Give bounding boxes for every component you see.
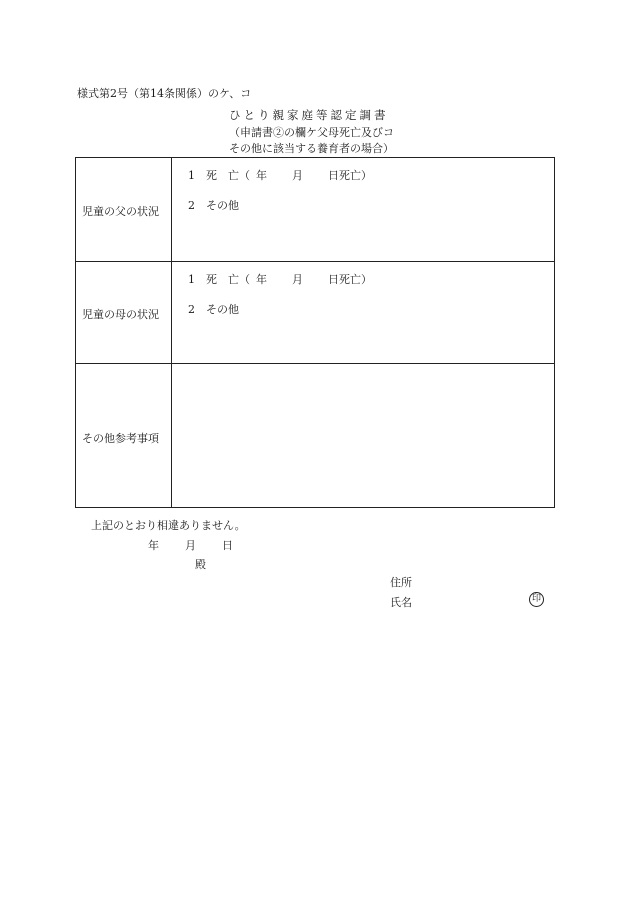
column-divider [171,158,172,261]
mother-status-label: 児童の母の状況 [82,308,159,321]
option-number: 2 [188,303,195,316]
death-text: 死 亡（ [206,169,250,182]
address-label: 住所 [390,576,412,589]
subtitle-line-2: その他に該当する養育者の場合） [229,142,394,155]
addressee-suffix: 殿 [195,558,206,571]
option-number: 1 [188,273,195,286]
name-label: 氏名 [390,596,412,609]
status-table [75,157,555,508]
option-number: 1 [188,169,195,182]
seal-mark-icon: 印 [529,592,544,607]
year-field: 年 [256,273,267,286]
mother-death-option[interactable] [188,271,372,287]
date-line [148,537,233,553]
date-year: 年 [148,539,159,552]
mother-status-row [76,262,554,364]
month-field: 月 [292,273,303,286]
father-death-option[interactable] [188,167,372,183]
document-title: ひとり親家庭等認定調書 [229,108,389,122]
column-divider [171,262,172,363]
day-death-field: 日死亡） [328,273,372,286]
father-other-option[interactable] [188,197,239,213]
other-notes-label: その他参考事項 [82,432,159,445]
subtitle-line-1: （申請書②の欄ケ父母死亡及びコ [229,126,394,139]
form-number: 様式第2号（第14条関係）のケ、コ [77,87,252,100]
column-divider [171,364,172,508]
mother-other-option[interactable] [188,301,239,317]
date-month: 月 [185,539,196,552]
father-status-label: 児童の父の状況 [82,205,159,218]
other-text: その他 [206,303,239,316]
date-day: 日 [222,539,233,552]
other-text: その他 [206,199,239,212]
declaration-text: 上記のとおり相違ありません。 [91,519,246,532]
year-field: 年 [256,169,267,182]
other-notes-row [76,364,554,508]
day-death-field: 日死亡） [328,169,372,182]
month-field: 月 [292,169,303,182]
death-text: 死 亡（ [206,273,250,286]
father-status-row [76,158,554,262]
option-number: 2 [188,199,195,212]
